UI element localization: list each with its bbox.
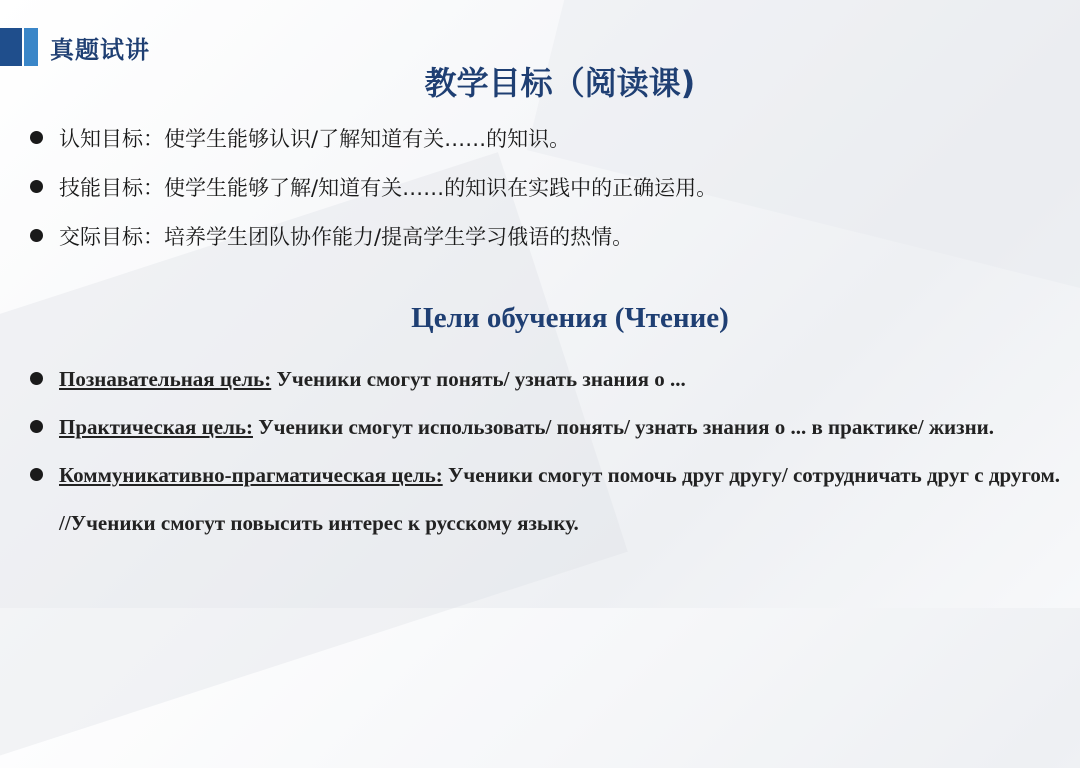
bullet-icon: [30, 420, 43, 433]
list-item: [30, 451, 1075, 547]
list-item: [30, 113, 717, 162]
bullet-icon: [30, 229, 43, 242]
russian-goals-list: [30, 355, 1075, 547]
page-title: 教学目标（阅读课): [424, 64, 696, 102]
goal-label: Практическая цель:: [59, 415, 253, 439]
bullet-icon: [30, 372, 43, 385]
goal-label: Коммуникативно-прагматическая цель:: [59, 463, 443, 487]
goal-text: 交际目标：培养学生团队协作能力/提高学生学习俄语的热情。: [59, 224, 634, 249]
list-item: [30, 162, 717, 211]
bullet-icon: [30, 180, 43, 193]
list-item: [30, 403, 1075, 451]
goal-text: Ученики смогут понять/ узнать знания о ...: [271, 367, 686, 391]
bullet-icon: [30, 468, 43, 481]
chinese-goals-list: [30, 113, 717, 260]
russian-section-title: Цели обучения (Чтение): [411, 302, 729, 334]
section-tag-label: 真题试讲: [50, 36, 150, 64]
goal-text: Ученики смогут помочь друг другу/ сотрудничать друг с другом. //Ученики смогут повысить интерес к русскому языку.: [59, 463, 1061, 535]
goal-text: Ученики смогут использовать/ понять/ узнать знания о ... в практике/ жизни.: [252, 415, 995, 439]
goal-text: 技能目标：使学生能够了解/知道有关……的知识在实践中的正确运用。: [59, 175, 718, 200]
goal-label: Познавательная цель:: [59, 367, 272, 391]
goal-text: 认知目标：使学生能够认识/了解知道有关……的知识。: [59, 126, 571, 151]
list-item: [30, 211, 717, 260]
bullet-icon: [30, 131, 43, 144]
list-item: [30, 355, 1075, 403]
